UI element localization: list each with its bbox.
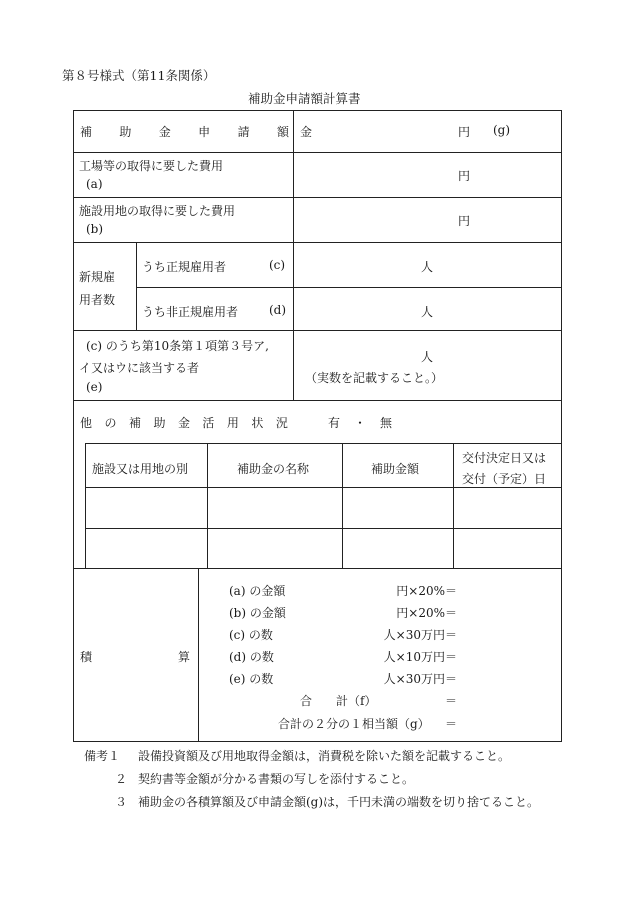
calc-item-b: (b) の金額 [229,606,286,620]
col-decision-date-2: 交付（予定）日 [462,472,547,486]
calc-half-eq: ＝ [445,717,458,731]
nonregular-hires-label: うち非正規雇用者 [142,305,239,319]
regular-hires-unit: 人 [421,260,434,274]
calc-formula-b: 円×20%＝ [396,606,457,620]
calc-item-a: (a) の金額 [229,584,286,598]
subsidy-separator: ・ [354,416,367,430]
calc-total-left: 合 [300,694,313,708]
subsidy-no[interactable]: 無 [380,416,393,430]
row-e-label-1: (c) のうち第10条第１項第３号ア, [86,339,269,353]
note-2: 契約書等金額が分かる書類の写しを添付すること。 [138,772,415,786]
note-2-num: ２ [115,772,128,786]
col-subsidy-name: 補助金の名称 [237,462,310,476]
calc-formula-e: 人×30万円＝ [383,672,457,686]
form-title: 補助金申請額計算書 [248,91,361,106]
row-e-unit: 人 [421,350,434,364]
amount-unit: 円 [458,125,471,139]
form-number: 第８号様式（第11条関係） [62,68,216,83]
nonregular-hires-unit: 人 [421,305,434,319]
note-3: 補助金の各積算額及び申請金額(g)は，千円未満の端数を切り捨てること。 [138,795,540,809]
calc-total-eq: ＝ [445,694,458,708]
calc-item-d: (d) の数 [229,650,274,664]
regular-hires-code: (c) [269,258,286,272]
calc-formula-c: 人×30万円＝ [383,628,457,642]
regular-hires-label: うち正規雇用者 [142,260,227,274]
note-3-num: ３ [115,795,128,809]
row-e-note: （実数を記載すること。） [305,371,444,385]
row-b-label: 施設用地の取得に要した費用 [79,204,236,218]
calc-half-label: 合計の２分の１相当額（g） [278,717,430,731]
calc-item-e: (e) の数 [229,672,274,686]
row-a-code: (a) [86,177,103,191]
calc-item-c: (c) の数 [229,628,273,642]
amount-prefix: 金 [300,125,313,139]
subsidy-yes[interactable]: 有 [328,416,341,430]
row-a-label: 工場等の取得に要した費用 [79,159,224,173]
col-decision-date-1: 交付決定日又は [462,451,547,465]
calc-label-left: 積 [80,650,93,664]
calc-formula-d: 人×10万円＝ [383,650,457,664]
notes-head: 備考１ [84,749,121,763]
row-a-unit: 円 [458,169,471,183]
note-1: 設備投資額及び用地取得金額は，消費税を除いた額を記載すること。 [138,749,511,763]
calc-formula-a: 円×20%＝ [396,584,457,598]
calc-total-right: 計（f） [336,694,377,708]
row-b-code: (b) [86,222,104,236]
amount-label: 補 助 金 申 請 額 [80,125,289,139]
row-e-label-2: イ又はウに該当する者 [79,361,200,375]
row-b-unit: 円 [458,214,471,228]
amount-code: (g) [493,123,511,137]
row-e-code: (e) [86,380,103,394]
col-facility-type: 施設又は用地の別 [92,462,189,476]
other-subsidy-label: 他 の 補 助 金 活 用 状 況 [80,416,288,430]
new-hires-label-2: 用者数 [79,293,116,307]
col-subsidy-amount: 補助金額 [371,462,420,476]
nonregular-hires-code: (d) [269,303,287,317]
new-hires-label-1: 新規雇 [79,270,116,284]
calc-label-right: 算 [178,650,191,664]
